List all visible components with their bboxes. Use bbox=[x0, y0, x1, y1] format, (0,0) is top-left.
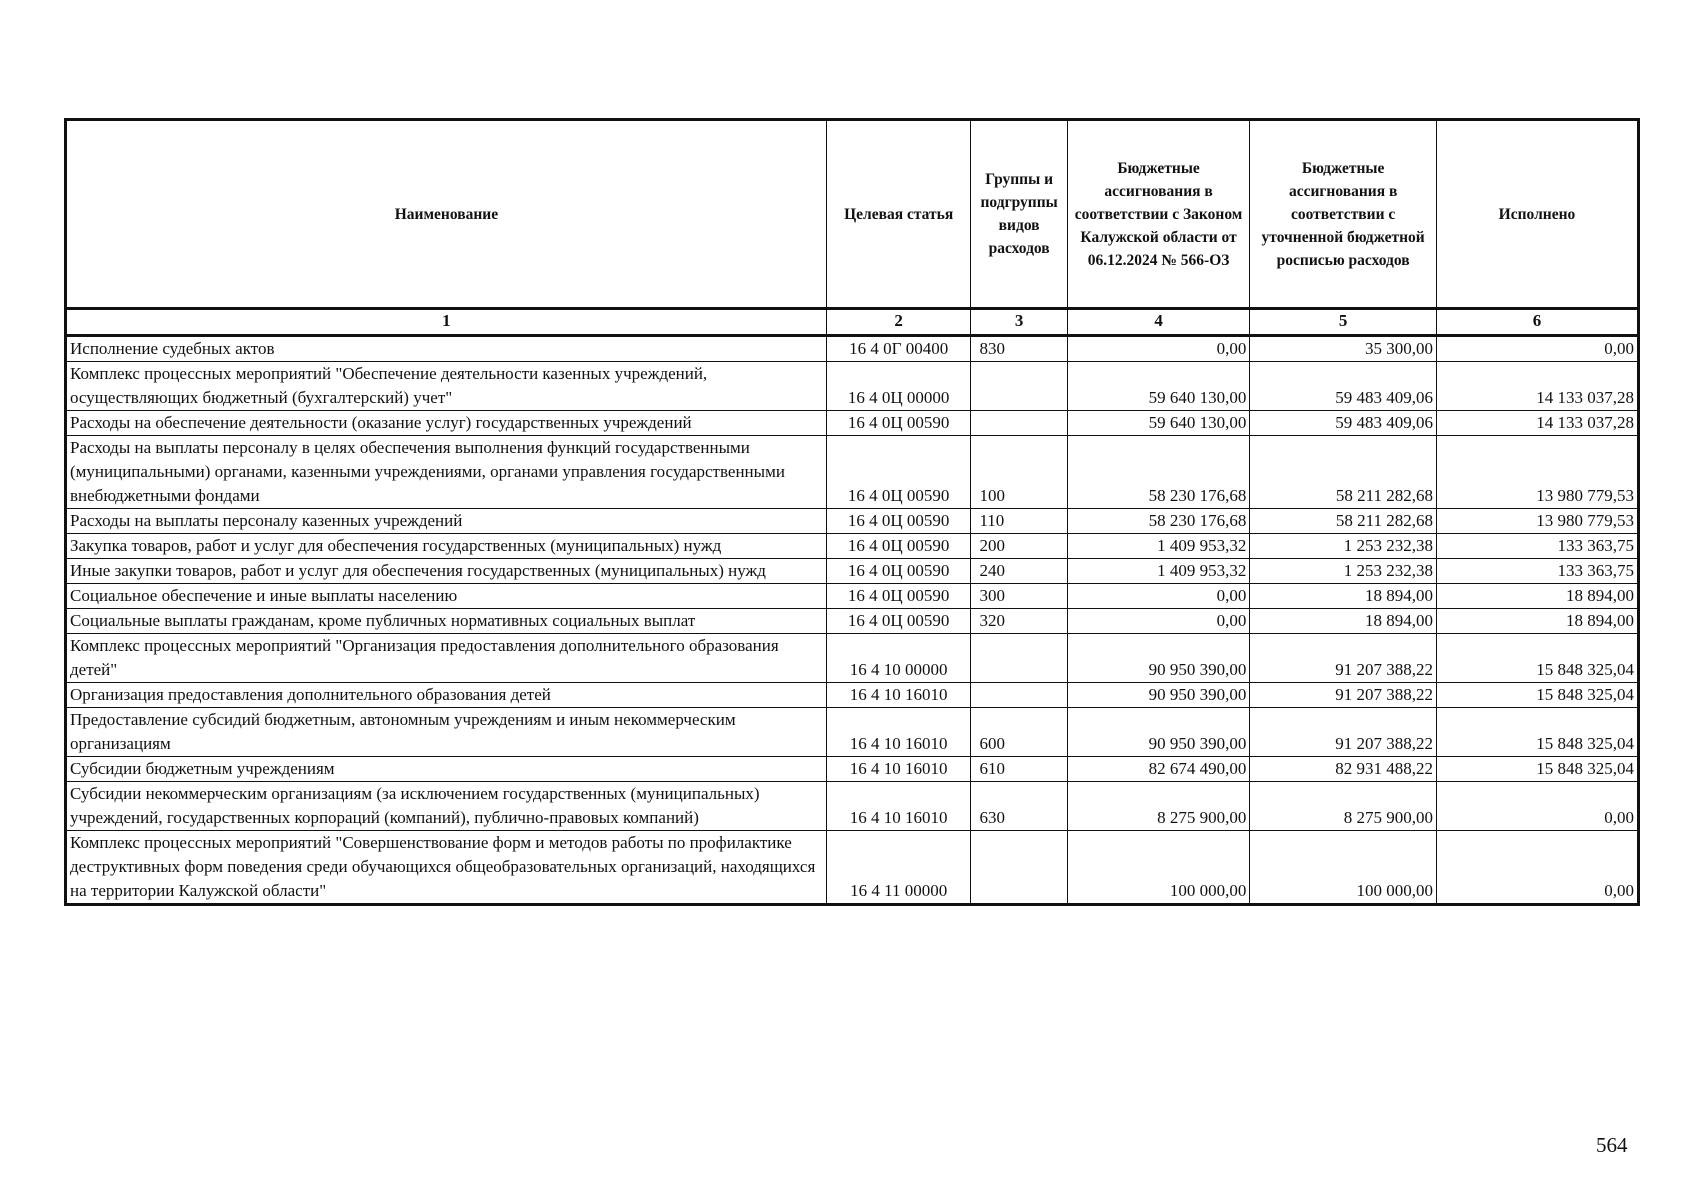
header-law-allocations: Бюджетные ассигнования в соответствии с Законом Калужской области от 06.12.2024 № 566-ОЗ bbox=[1067, 120, 1250, 309]
table-row bbox=[66, 708, 1639, 757]
column-number: 3 bbox=[971, 309, 1067, 336]
row-target-article: 16 4 11 00000 bbox=[826, 831, 971, 905]
row-refined-allocation: 91 207 388,22 bbox=[1250, 683, 1437, 708]
row-expense-group: 200 bbox=[971, 534, 1067, 559]
row-refined-allocation: 8 275 900,00 bbox=[1250, 782, 1437, 831]
row-expense-group: 830 bbox=[971, 336, 1067, 362]
row-target-article: 16 4 0Г 00400 bbox=[826, 336, 971, 362]
row-target-article: 16 4 10 16010 bbox=[826, 683, 971, 708]
table-row bbox=[66, 559, 1639, 584]
table-row bbox=[66, 436, 1639, 509]
table-row bbox=[66, 634, 1639, 683]
row-expense-group bbox=[971, 411, 1067, 436]
row-refined-allocation: 91 207 388,22 bbox=[1250, 634, 1437, 683]
row-refined-allocation: 18 894,00 bbox=[1250, 584, 1437, 609]
row-law-allocation: 59 640 130,00 bbox=[1067, 362, 1250, 411]
table-row bbox=[66, 336, 1639, 362]
table-row bbox=[66, 831, 1639, 905]
row-name: Социальное обеспечение и иные выплаты населению bbox=[66, 584, 827, 609]
row-refined-allocation: 91 207 388,22 bbox=[1250, 708, 1437, 757]
row-law-allocation: 90 950 390,00 bbox=[1067, 683, 1250, 708]
row-refined-allocation: 35 300,00 bbox=[1250, 336, 1437, 362]
row-name: Исполнение судебных актов bbox=[66, 336, 827, 362]
row-name: Социальные выплаты гражданам, кроме публичных нормативных социальных выплат bbox=[66, 609, 827, 634]
row-executed: 14 133 037,28 bbox=[1436, 411, 1638, 436]
row-executed: 0,00 bbox=[1436, 336, 1638, 362]
row-expense-group: 100 bbox=[971, 436, 1067, 509]
column-number: 5 bbox=[1250, 309, 1437, 336]
row-law-allocation: 100 000,00 bbox=[1067, 831, 1250, 905]
column-number: 2 bbox=[826, 309, 971, 336]
row-law-allocation: 58 230 176,68 bbox=[1067, 509, 1250, 534]
row-refined-allocation: 58 211 282,68 bbox=[1250, 436, 1437, 509]
table-row bbox=[66, 683, 1639, 708]
row-name: Расходы на выплаты персоналу казенных учреждений bbox=[66, 509, 827, 534]
row-executed: 0,00 bbox=[1436, 782, 1638, 831]
header-executed: Исполнено bbox=[1436, 120, 1638, 309]
row-refined-allocation: 1 253 232,38 bbox=[1250, 534, 1437, 559]
table-row bbox=[66, 509, 1639, 534]
row-expense-group: 610 bbox=[971, 757, 1067, 782]
row-refined-allocation: 59 483 409,06 bbox=[1250, 411, 1437, 436]
row-target-article: 16 4 0Ц 00000 bbox=[826, 362, 971, 411]
table-row bbox=[66, 411, 1639, 436]
row-name: Комплекс процессных мероприятий "Организация предоставления дополнительного образования детей" bbox=[66, 634, 827, 683]
row-law-allocation: 90 950 390,00 bbox=[1067, 634, 1250, 683]
row-name: Комплекс процессных мероприятий "Совершенствование форм и методов работы по профилактике деструктивных форм поведения среди обучающихся общеобразовательных организаций, находящихся на территории Калужской области" bbox=[66, 831, 827, 905]
row-target-article: 16 4 0Ц 00590 bbox=[826, 411, 971, 436]
row-executed: 15 848 325,04 bbox=[1436, 634, 1638, 683]
row-name: Предоставление субсидий бюджетным, автономным учреждениям и иным некоммерческим организациям bbox=[66, 708, 827, 757]
table-row bbox=[66, 362, 1639, 411]
row-executed: 18 894,00 bbox=[1436, 609, 1638, 634]
row-expense-group: 600 bbox=[971, 708, 1067, 757]
row-target-article: 16 4 0Ц 00590 bbox=[826, 559, 971, 584]
row-target-article: 16 4 0Ц 00590 bbox=[826, 509, 971, 534]
row-refined-allocation: 59 483 409,06 bbox=[1250, 362, 1437, 411]
row-target-article: 16 4 0Ц 00590 bbox=[826, 436, 971, 509]
row-refined-allocation: 100 000,00 bbox=[1250, 831, 1437, 905]
header-row bbox=[66, 120, 1639, 309]
row-law-allocation: 59 640 130,00 bbox=[1067, 411, 1250, 436]
row-executed: 13 980 779,53 bbox=[1436, 509, 1638, 534]
header-expense-groups: Группы и подгруппы видов расходов bbox=[971, 120, 1067, 309]
header-name: Наименование bbox=[66, 120, 827, 309]
row-executed: 18 894,00 bbox=[1436, 584, 1638, 609]
column-number-row bbox=[66, 309, 1639, 336]
row-executed: 15 848 325,04 bbox=[1436, 757, 1638, 782]
row-law-allocation: 90 950 390,00 bbox=[1067, 708, 1250, 757]
row-law-allocation: 1 409 953,32 bbox=[1067, 559, 1250, 584]
row-expense-group: 630 bbox=[971, 782, 1067, 831]
row-law-allocation: 0,00 bbox=[1067, 336, 1250, 362]
budget-table bbox=[64, 118, 1640, 906]
column-number: 4 bbox=[1067, 309, 1250, 336]
row-expense-group bbox=[971, 634, 1067, 683]
row-refined-allocation: 58 211 282,68 bbox=[1250, 509, 1437, 534]
row-target-article: 16 4 10 16010 bbox=[826, 757, 971, 782]
table-body bbox=[66, 336, 1639, 905]
row-name: Иные закупки товаров, работ и услуг для обеспечения государственных (муниципальных) нужд bbox=[66, 559, 827, 584]
page-number: 564 bbox=[1596, 1133, 1628, 1157]
row-law-allocation: 8 275 900,00 bbox=[1067, 782, 1250, 831]
header-target-article: Целевая статья bbox=[826, 120, 971, 309]
row-target-article: 16 4 0Ц 00590 bbox=[826, 584, 971, 609]
row-name: Организация предоставления дополнительного образования детей bbox=[66, 683, 827, 708]
row-law-allocation: 82 674 490,00 bbox=[1067, 757, 1250, 782]
row-refined-allocation: 1 253 232,38 bbox=[1250, 559, 1437, 584]
header-refined-allocations: Бюджетные ассигнования в соответствии с уточненной бюджетной росписью расходов bbox=[1250, 120, 1437, 309]
row-law-allocation: 58 230 176,68 bbox=[1067, 436, 1250, 509]
row-executed: 15 848 325,04 bbox=[1436, 708, 1638, 757]
row-executed: 15 848 325,04 bbox=[1436, 683, 1638, 708]
row-target-article: 16 4 10 00000 bbox=[826, 634, 971, 683]
column-number: 6 bbox=[1436, 309, 1638, 336]
row-name: Субсидии некоммерческим организациям (за исключением государственных (муниципальных) учреждений, государственных корпораций (компаний), публично-правовых компаний) bbox=[66, 782, 827, 831]
row-expense-group bbox=[971, 831, 1067, 905]
row-refined-allocation: 18 894,00 bbox=[1250, 609, 1437, 634]
row-expense-group: 110 bbox=[971, 509, 1067, 534]
row-name: Закупка товаров, работ и услуг для обеспечения государственных (муниципальных) нужд bbox=[66, 534, 827, 559]
row-expense-group: 320 bbox=[971, 609, 1067, 634]
row-name: Расходы на выплаты персоналу в целях обеспечения выполнения функций государственными (муниципальными) органами, казенными учреждениями, органами управления государственными внебюджетными фондами bbox=[66, 436, 827, 509]
row-executed: 0,00 bbox=[1436, 831, 1638, 905]
row-name: Субсидии бюджетным учреждениям bbox=[66, 757, 827, 782]
table-row bbox=[66, 757, 1639, 782]
row-expense-group: 240 bbox=[971, 559, 1067, 584]
row-expense-group: 300 bbox=[971, 584, 1067, 609]
row-executed: 133 363,75 bbox=[1436, 559, 1638, 584]
table-row bbox=[66, 534, 1639, 559]
row-law-allocation: 0,00 bbox=[1067, 609, 1250, 634]
row-law-allocation: 0,00 bbox=[1067, 584, 1250, 609]
row-name: Расходы на обеспечение деятельности (оказание услуг) государственных учреждений bbox=[66, 411, 827, 436]
row-refined-allocation: 82 931 488,22 bbox=[1250, 757, 1437, 782]
row-target-article: 16 4 10 16010 bbox=[826, 708, 971, 757]
row-name: Комплекс процессных мероприятий "Обеспечение деятельности казенных учреждений, осуществляющих бюджетный (бухгалтерский) учет" bbox=[66, 362, 827, 411]
row-target-article: 16 4 10 16010 bbox=[826, 782, 971, 831]
row-expense-group bbox=[971, 683, 1067, 708]
row-expense-group bbox=[971, 362, 1067, 411]
row-target-article: 16 4 0Ц 00590 bbox=[826, 609, 971, 634]
row-executed: 14 133 037,28 bbox=[1436, 362, 1638, 411]
table-row bbox=[66, 782, 1639, 831]
row-executed: 133 363,75 bbox=[1436, 534, 1638, 559]
table-row bbox=[66, 584, 1639, 609]
row-executed: 13 980 779,53 bbox=[1436, 436, 1638, 509]
row-target-article: 16 4 0Ц 00590 bbox=[826, 534, 971, 559]
table-row bbox=[66, 609, 1639, 634]
row-law-allocation: 1 409 953,32 bbox=[1067, 534, 1250, 559]
column-number: 1 bbox=[66, 309, 827, 336]
